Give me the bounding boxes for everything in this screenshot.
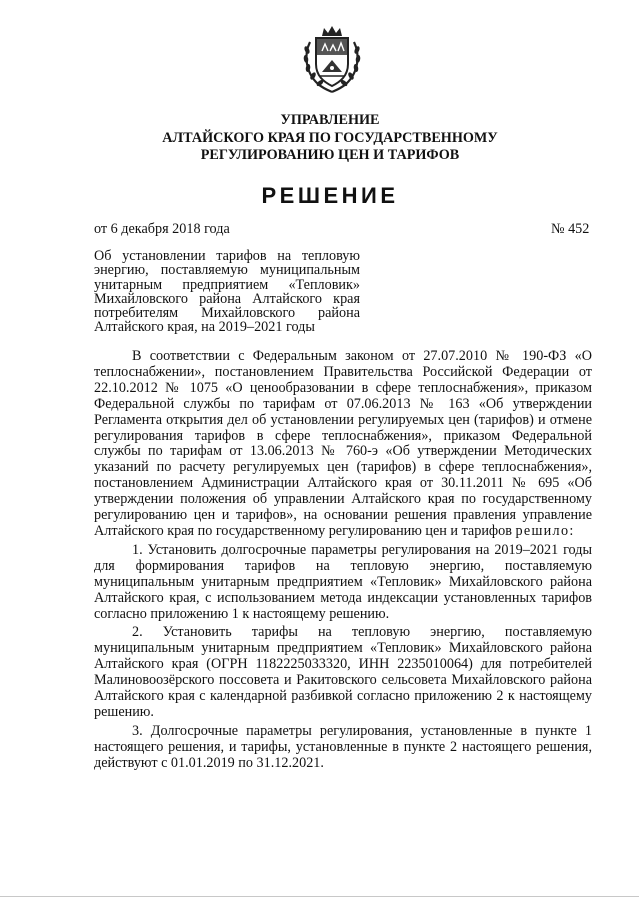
document-title: РЕШЕНИЕ xyxy=(261,183,399,208)
document-number: № 452 xyxy=(551,221,590,237)
subject-line: унитарным предприятием «Тепловик» xyxy=(94,276,360,293)
preamble-text: В соответствии с Федеральным законом от 27.07.2010 № 190-ФЗ «О теплоснабжении», постановлением Правительства Российской Федерации от 22.10.2012 № 1075 «О ценообразовании в сфере теплоснабжения», приказом Федеральной службы по тарифам от 07.06.2013 № 163 «Об утверждении Регламента открытия дел об установлении регулируемых цен (тарифов) и отмене регулирования тарифов в сфере теплоснабжения», приказом Федеральной службы по тарифам от 13.06.2013 № 760-э «Об утверждении Методических указаний по расчету регулируемых цен (тарифов) в сфере теплоснабжения», постановлением Администрации Алтайского края от 30.11.2011 № 695 «Об утверждении положения об управлении Алтайского края по государственному регулированию цен и тарифов», на основании решения правления управление Алтайского края по государственному регулированию цен и тарифов xyxy=(94,348,592,539)
decision-item-2: 2. Установить тарифы на тепловую энергию, поставляемую муниципальным унитарным предприятием «Тепловик» Михайловского района Алтайского края (ОГРН 1182225033320, ИНН 2235010064) для потребителей Малиновоозёрского поссовета и Ракитовского сельсовета Михайловского района Алтайского края с календарной разбивкой согласно приложению 2 к настоящему решению. xyxy=(94,624,592,720)
organization-line: РЕГУЛИРОВАНИЮ ЦЕН И ТАРИФОВ xyxy=(200,147,460,164)
organization-line: АЛТАЙСКОГО КРАЯ ПО ГОСУДАРСТВЕННОМУ xyxy=(162,129,498,146)
subject-line: энергию, поставляемую муниципальным xyxy=(94,262,360,279)
subject-line: Михайловского района Алтайского края xyxy=(94,290,360,307)
subject-line: Об установлении тарифов на тепловую xyxy=(94,248,360,264)
document-body xyxy=(94,349,592,772)
subject-line: Алтайского края, на 2019–2021 годы xyxy=(94,319,315,336)
coat-of-arms-icon xyxy=(300,24,364,94)
decision-item-3: 3. Долгосрочные параметры регулирования, установленные в пункте 1 настоящего решения, и тарифы, установленные в пункте 2 настоящего решения, действуют с 01.01.2019 по 31.12.2021. xyxy=(94,722,592,771)
document-subject xyxy=(94,249,360,335)
preamble-paragraph xyxy=(94,349,592,540)
page-bottom-divider xyxy=(0,896,639,897)
document-date: от 6 декабря 2018 года xyxy=(94,221,230,237)
decision-item-1: 1. Установить долгосрочные параметры регулирования на 2019–2021 годы для формирования тарифов на тепловую энергию, поставляемую муниципальным унитарным предприятием «Тепловик» Михайловского района Алтайского края, с использованием метода индексации установленных тарифов согласно приложению 1 к настоящему решению. xyxy=(94,541,592,622)
organization-name xyxy=(60,112,600,165)
subject-line: потребителям Михайловского района xyxy=(94,305,360,322)
organization-line: УПРАВЛЕНИЕ xyxy=(280,112,380,128)
decided-text: решило: xyxy=(515,522,575,539)
